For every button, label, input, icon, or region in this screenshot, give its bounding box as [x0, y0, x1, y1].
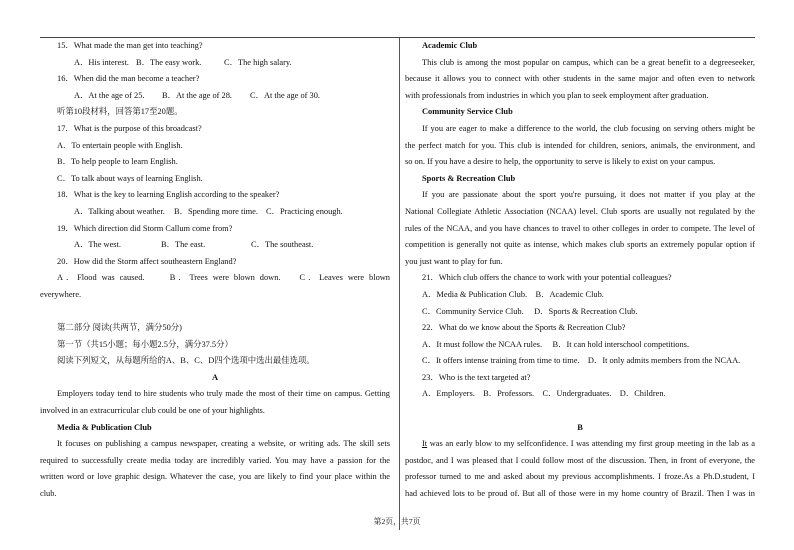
question-17-option-b: B．To help people to learn English.	[57, 157, 178, 167]
passage-b-line-2: postdoc, and I was pleased that I could follow most of the discussion. Then, in front of everyone, the	[405, 455, 755, 465]
option-a: A．At the age of 25.	[74, 90, 145, 100]
passage-b-label: B	[577, 422, 583, 432]
option-c: C．The high salary.	[224, 57, 292, 67]
academic-club-title: Academic Club	[422, 41, 478, 50]
media-line-2: required to successfully create media today are incredibly varied. You may have a passion for the	[40, 455, 390, 465]
passage-b-line-3: professor turned to me and asked about my previous accomplishments. I froze.As a Ph.D.student, I	[405, 472, 755, 482]
question-21: 21．Which club offers the chance to work with your potential colleagues?	[422, 273, 672, 283]
intro-line-1: Employers today tend to hire students who truly made the most of their time on campus. Getting	[57, 389, 390, 399]
sports-line-2: National Collegiate Athletic Association (NCAA) level. Club sports are usually not regulated by the	[405, 206, 755, 216]
option-b: B．The easy work.	[136, 57, 202, 67]
passage-b-line-1	[405, 436, 755, 453]
question-17: 17．What is the purpose of this broadcast?	[57, 123, 202, 133]
question-18-options	[40, 204, 390, 221]
sports-line-1: If you are passionate about the sport you're pursuing, it does not matter if you play at the	[422, 190, 755, 200]
media-club-title: Media & Publication Club	[57, 422, 152, 432]
question-21-options-cd: C．Community Service Club. D．Sports & Recreation Club.	[422, 306, 638, 316]
question-18: 18．What is the key to learning English according to the speaker?	[57, 190, 280, 200]
media-line-4: club.	[40, 489, 57, 499]
community-line-2: the perfect match for you. This club is intended for children, seniors, animals, the environment, and	[405, 140, 755, 150]
community-line-3: so on. If you have a desire to help, the opportunity to serve is likely to exist on your campus.	[405, 157, 716, 167]
academic-line-2: because it allows you to connect with other students in the same major and often even to network	[405, 74, 755, 84]
question-15: 15．What made the man get into teaching?	[57, 41, 203, 50]
option-b: B．The east.	[161, 240, 206, 250]
option-b: B．At the age of 28.	[162, 90, 233, 100]
option-c: C．Practicing enough.	[266, 206, 343, 216]
question-22: 22．What do we know about the Sports & Recreation Club?	[422, 323, 626, 333]
option-a: A．The west.	[74, 240, 121, 250]
question-22-options-cd: C．It offers intense training from time to time. D．It only admits members from the NCAA.	[422, 356, 741, 366]
community-club-title: Community Service Club	[422, 107, 513, 117]
option-a: A．His interest.	[74, 57, 129, 67]
option-c: C．The southeast.	[251, 240, 314, 250]
question-23: 23．Who is the text targeted at?	[422, 372, 531, 382]
sports-line-5: you just want to play for fun.	[405, 256, 503, 266]
question-16-options	[40, 88, 390, 105]
question-19: 19．Which direction did Storm Callum come from?	[57, 223, 233, 233]
question-17-option-a: A．To entertain people with English.	[57, 140, 183, 150]
reading-instruction: 阅读下列短文，从每题所给的A、B、C、D四个选项中选出最佳选项。	[57, 356, 315, 366]
section-one-heading: 第一节（共15小题；每小题2.5分，满分37.5分）	[57, 339, 233, 349]
passage-b-line-1-text: was an early blow to my selfconfidence. I was attending my first group meeting in the lab as a	[427, 439, 755, 449]
question-20: 20．How did the Storm affect southeastern England?	[57, 256, 237, 266]
media-line-3: written word or love graphic design. Whatever the case, you are likely to find your place within the	[40, 472, 390, 482]
passage-b-line-4: had achieved lots to be proud of. But all of those were in my home country of Brazil. Then I was in	[405, 489, 755, 499]
academic-line-1: This club is among the most popular on campus, which can be a great benefit to a degreeseeker,	[422, 57, 755, 67]
question-22-options-ab: A．It must follow the NCAA rules. B．It can hold interschool competitions.	[422, 339, 690, 349]
option-b: B．Spending more time.	[174, 206, 258, 216]
part-two-heading: 第二部分 阅读(共两节，满分50分)	[57, 323, 182, 333]
left-column	[40, 38, 390, 503]
sports-line-4: competition is generally not quite as intense, which makes club sports an extremely popular option if	[405, 240, 755, 250]
question-23-options: A．Employers. B．Professors. C．Undergraduates. D．Children.	[422, 389, 666, 399]
question-16: 16．When did the man become a teacher?	[57, 74, 200, 84]
sports-line-3: rules of the NCAA, and you have chances to travel to other colleges in order to compete. The level of	[405, 223, 755, 233]
sports-club-title: Sports & Recreation Club	[422, 173, 516, 183]
question-15-options	[40, 55, 390, 72]
question-20-options-line1: A．Flood was caused. B．Trees were blown down. C．Leaves were blown	[57, 273, 390, 283]
question-17-option-c: C．To talk about ways of learning English.	[57, 173, 203, 183]
question-19-options	[40, 237, 390, 254]
underlined-word: It	[422, 439, 428, 449]
listening-instruction: 听第10段材料，回答第17至20题。	[57, 107, 183, 117]
option-a: A．Talking about weather.	[74, 206, 165, 216]
question-20-options-line2: everywhere.	[40, 289, 82, 299]
option-c: C．At the age of 30.	[250, 90, 321, 100]
community-line-1: If you are eager to make a difference to the world, the club focusing on serving others might be	[422, 123, 755, 133]
question-21-options-ab: A．Media & Publication Club. B．Academic Club.	[422, 289, 604, 299]
column-divider	[399, 38, 400, 530]
passage-a-label: A	[211, 372, 219, 382]
page-number: 第2页，共7页	[373, 517, 421, 526]
intro-line-2: involved in an extracurricular club could be one of your highlights.	[40, 406, 265, 416]
right-column	[405, 38, 755, 503]
academic-line-3: with professionals from industries in which you plan to seek employment after graduation.	[405, 90, 709, 100]
media-line-1: It focuses on publishing a campus newspaper, creating a website, or writing ads. The skill sets	[57, 439, 390, 449]
